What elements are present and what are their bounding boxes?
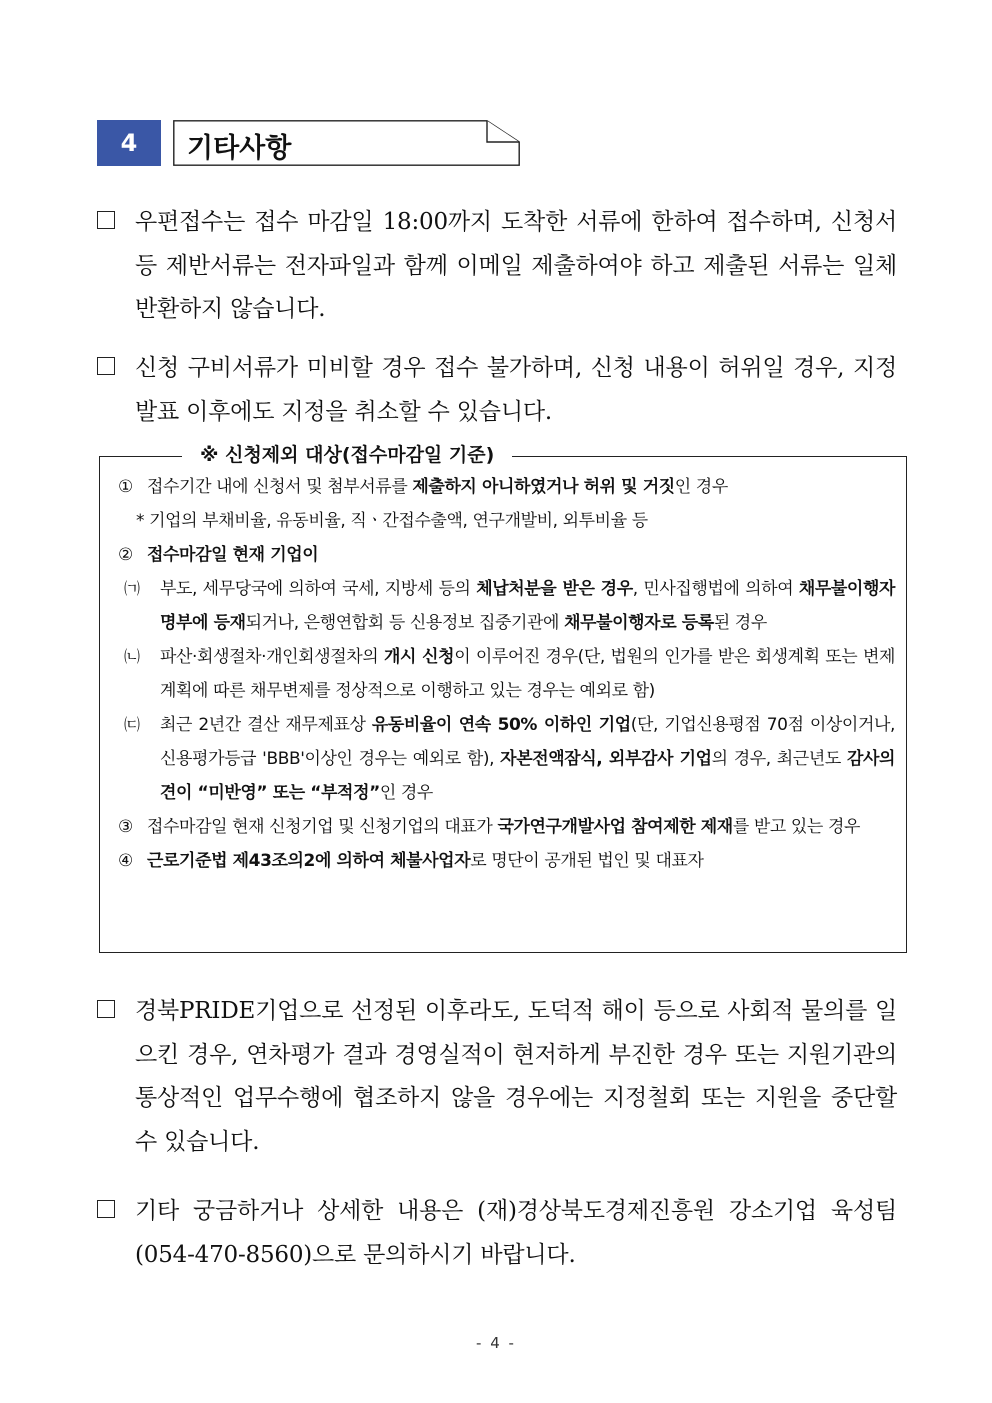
exclusion-item-3	[118, 810, 895, 844]
exclusion-note: * 기업의 부채비율, 유동비율, 직ㆍ간접수출액, 연구개발비, 외투비율 등	[136, 511, 648, 531]
item-emphasis: 근로기준법 제43조의2에 의하여 체불사업자	[147, 851, 471, 871]
item-emphasis: 채무불이행자명부에 등재	[160, 579, 895, 633]
paragraph-text: 우편접수는 접수 마감일 18:00까지 도착한 서류에 한하여 접수하며, 신청서 등 제반서류는 전자파일과 함께 이메일 제출하여야 하고 제출된 서류는 일체 반환하지 않습니다.	[135, 209, 897, 322]
item-marker: ①	[118, 477, 133, 497]
exclusion-item-4	[118, 844, 895, 878]
exclusion-subitem-b	[118, 640, 895, 708]
item-text: , 민사집행법에 의하여	[632, 579, 799, 599]
page-number: - 4 -	[476, 1334, 516, 1352]
subitem-marker: ㈀	[124, 579, 140, 598]
exclusion-box-body	[118, 470, 895, 878]
item-emphasis: 채무불이행자로 등록	[564, 613, 714, 633]
exclusion-subitem-c	[118, 708, 895, 810]
item-text: 부도, 세무당국에 의하여 국세, 지방세 등의	[160, 579, 477, 599]
checkbox-icon	[97, 211, 115, 229]
paragraph-2	[97, 347, 897, 434]
item-emphasis: 유동비율이 연속 50% 이하인 기업	[371, 715, 631, 735]
checkbox-icon	[97, 357, 115, 375]
item-text: 된 경우	[713, 613, 767, 633]
paragraph-3	[97, 990, 897, 1164]
item-emphasis: 제출하지 아니하였거나 허위 및 거짓	[412, 477, 675, 497]
item-emphasis: 감사의견이 “미반영” 또는 “부적정”	[160, 749, 896, 803]
item-text: (단, 기업신용평점 70점 이상이거나, 신용평가등급 'BBB'이상인 경우는 예외로 함),	[160, 715, 895, 769]
checkbox-icon	[97, 1200, 115, 1218]
item-emphasis: 접수마감일 현재 기업이	[147, 545, 319, 565]
item-text: 로 명단이 공개된 법인 및 대표자	[470, 851, 704, 871]
item-text: 의 경우, 최근년도	[711, 749, 847, 769]
item-emphasis: 자본전액잠식, 외부감사 기업	[500, 749, 712, 769]
item-text: 이 이루어진 경우(단, 법원의 인가를 받은 회생계획 또는 변제계획에 따른 채무변제를 정상적으로 이행하고 있는 경우는 예외로 함)	[160, 647, 896, 701]
item-emphasis: 개시 신청	[383, 647, 455, 667]
subitem-marker: ㈁	[124, 647, 140, 666]
paragraph-text: 신청 구비서류가 미비할 경우 접수 불가하며, 신청 내용이 허위일 경우, 지정발표 이후에도 지정을 취소할 수 있습니다.	[135, 355, 897, 425]
item-emphasis: 체납처분을 받은 경우	[476, 579, 633, 599]
checkbox-icon	[97, 1000, 115, 1018]
exclusion-item-2	[118, 538, 895, 572]
section-title: 기타사항	[187, 133, 292, 164]
item-text: 되거나, 은행연합회 등 신용정보 집중기관에	[245, 613, 565, 633]
item-text: 최근 2년간 결산 재무제표상	[160, 715, 372, 735]
item-text: 인 경우	[379, 783, 433, 803]
paragraph-1	[97, 201, 897, 332]
exclusion-subitem-a	[118, 572, 895, 640]
paragraph-text: 경북PRIDE기업으로 선정된 이후라도, 도덕적 해이 등으로 사회적 물의를 일으킨 경우, 연차평가 결과 경영실적이 현저하게 부진한 경우 또는 지원기관의 통상적인 업무수행에 협조하지 않을 경우에는 지정철회 또는 지원을 중단할 수 있습니다.	[135, 998, 897, 1155]
item-text: 접수마감일 현재 신청기업 및 신청기업의 대표가	[147, 817, 498, 837]
item-marker: ③	[118, 817, 133, 837]
item-emphasis: 국가연구개발사업 참여제한 제재	[497, 817, 733, 837]
item-text: 를 받고 있는 경우	[732, 817, 860, 837]
section-number: 4	[97, 120, 161, 166]
item-marker: ④	[118, 851, 133, 871]
subitem-marker: ㈂	[124, 715, 140, 734]
item-text: 파산·회생절차·개인회생절차의	[160, 647, 384, 667]
paragraph-4	[97, 1190, 897, 1277]
item-text: 접수기간 내에 신청서 및 첨부서류를	[147, 477, 413, 497]
exclusion-item-1	[118, 470, 895, 504]
exclusion-box-title: ※ 신청제외 대상(접수마감일 기준)	[182, 439, 512, 471]
section-title-box	[173, 120, 520, 166]
item-text: 인 경우	[674, 477, 728, 497]
paragraph-text: 기타 궁금하거나 상세한 내용은 (재)경상북도경제진흥원 강소기업 육성팀(054-470-8560)으로 문의하시기 바랍니다.	[135, 1198, 897, 1268]
item-marker: ②	[118, 545, 133, 565]
